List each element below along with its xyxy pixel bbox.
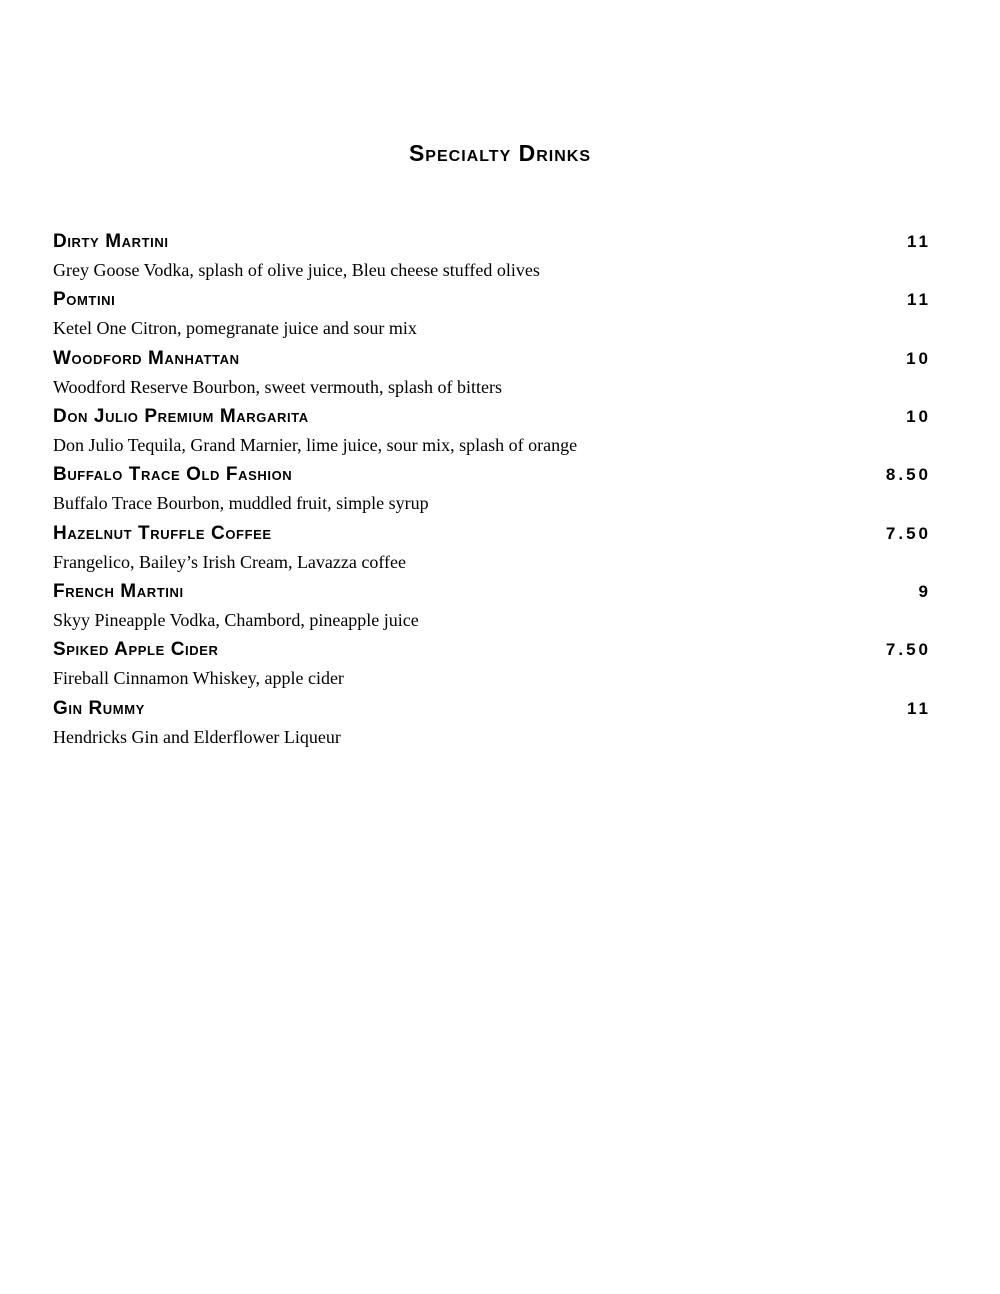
item-price: 10 <box>906 406 931 426</box>
item-description: Ketel One Citron, pomegranate juice and sour mix <box>53 318 417 339</box>
item-price: 7.50 <box>885 640 931 660</box>
item-description: Woodford Reserve Bourbon, sweet vermouth, splash of bitters <box>53 376 502 397</box>
item-name: Pomtini <box>53 289 116 311</box>
item-description: Hendricks Gin and Elderflower Liqueur <box>53 726 341 747</box>
item-description: Grey Goose Vodka, splash of olive juice, Bleu cheese stuffed olives <box>53 260 540 281</box>
item-head <box>53 285 931 314</box>
item-name: Hazelnut Truffle Coffee <box>53 522 272 544</box>
menu-item <box>53 460 931 518</box>
item-price: 11 <box>907 290 931 310</box>
menu-item <box>53 285 931 343</box>
menu-list <box>53 227 931 752</box>
item-description: Skyy Pineapple Vodka, Chambord, pineapple juice <box>53 610 419 631</box>
item-price: 7.50 <box>885 523 931 543</box>
item-head <box>53 577 931 606</box>
item-description: Buffalo Trace Bourbon, muddled fruit, simple syrup <box>53 493 429 514</box>
item-name: French Martini <box>53 580 184 602</box>
menu-item <box>53 635 931 693</box>
item-price: 11 <box>907 232 931 251</box>
menu-item <box>53 227 931 285</box>
item-price: 10 <box>906 348 931 368</box>
menu-item <box>53 344 931 402</box>
menu-item <box>53 519 931 577</box>
item-head <box>53 227 931 256</box>
item-head <box>53 519 931 548</box>
item-head <box>53 694 931 723</box>
item-price: 9 <box>918 581 931 601</box>
item-description: Frangelico, Bailey’s Irish Cream, Lavazza coffee <box>53 551 407 572</box>
item-price: 11 <box>907 698 931 718</box>
item-head <box>53 460 931 489</box>
item-head <box>53 635 931 664</box>
item-head <box>53 344 931 373</box>
menu-item <box>53 694 931 752</box>
item-description: Fireball Cinnamon Whiskey, apple cider <box>53 668 344 689</box>
item-name: Spiked Apple Cider <box>53 639 219 661</box>
item-description: Don Julio Tequila, Grand Marnier, lime juice, sour mix, splash of orange <box>53 435 578 456</box>
page-title: Specialty Drinks <box>408 140 592 166</box>
item-name: Dirty Martini <box>53 231 169 252</box>
item-name: Woodford Manhattan <box>53 347 240 369</box>
item-name: Gin Rummy <box>53 697 145 719</box>
item-price: 8.50 <box>885 465 931 485</box>
menu-item <box>53 402 931 460</box>
menu-item <box>53 577 931 635</box>
item-name: Buffalo Trace Old Fashion <box>53 464 293 486</box>
item-head <box>53 402 931 431</box>
item-name: Don Julio Premium Margarita <box>53 405 309 427</box>
